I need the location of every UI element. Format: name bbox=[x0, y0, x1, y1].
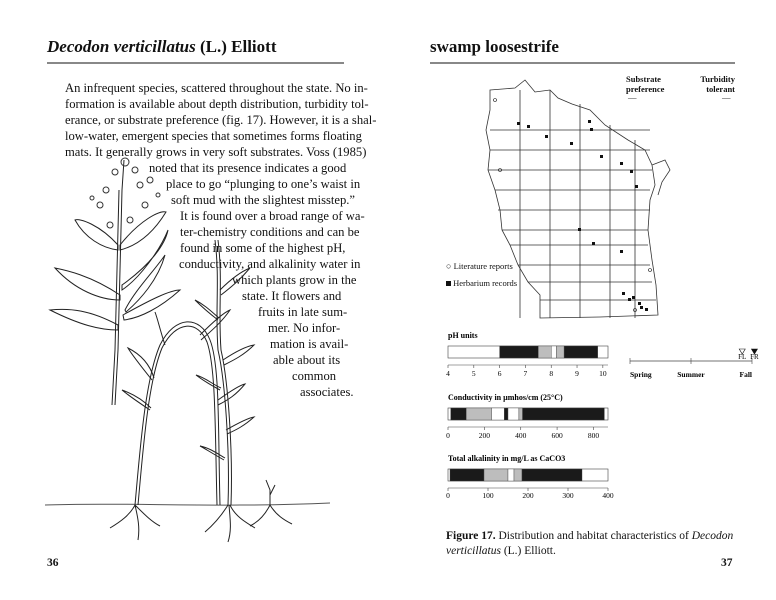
caption-label: Figure 17. bbox=[446, 530, 496, 542]
body-line: mer. No infor- bbox=[268, 321, 341, 335]
chart-bar-segment bbox=[556, 346, 564, 358]
chart-title: Conductivity in µmhos/cm (25°C) bbox=[448, 393, 563, 402]
chart-bar-segment bbox=[522, 469, 582, 481]
body-line: low-water, emergent species that sometimes forms floating bbox=[65, 129, 362, 143]
body-line: common bbox=[292, 369, 337, 383]
title-species: Decodon verticillatus bbox=[47, 37, 196, 56]
legend-literature-label: Literature reports bbox=[453, 261, 513, 271]
timeline-label: Summer bbox=[677, 370, 705, 379]
body-line: mats. It generally grows in very soft substrates. Voss (1985) bbox=[65, 145, 367, 159]
timeline-label: Fall bbox=[739, 370, 752, 379]
body-line: which plants grow in the bbox=[232, 273, 357, 287]
chart-bar-segment bbox=[484, 469, 508, 481]
wisconsin-distribution-map bbox=[480, 70, 680, 335]
body-line: soft mud with the slightest misstep.” bbox=[171, 193, 355, 207]
body-line: conductivity, and alkalinity water in bbox=[179, 257, 361, 271]
turbidity-header: Turbidity tolerant bbox=[700, 74, 735, 94]
chart-bar-segment bbox=[451, 408, 466, 420]
chart-tick-label: 7 bbox=[523, 369, 528, 378]
chart-tick-label: 400 bbox=[602, 491, 614, 500]
chart-bar-segment bbox=[519, 408, 523, 420]
chart-tick-label: 800 bbox=[587, 431, 600, 440]
left-page-number: 36 bbox=[47, 557, 59, 569]
caption-tail: (L.) Elliott. bbox=[503, 545, 556, 557]
body-line: fruits in late sum- bbox=[258, 305, 348, 319]
chart-tick-label: 200 bbox=[522, 491, 534, 500]
body-line: ter-chemistry conditions and can be bbox=[180, 225, 360, 239]
chart-tick-label: 10 bbox=[599, 369, 607, 378]
right-title-rule bbox=[430, 62, 735, 64]
legend-herbarium-label: Herbarium records bbox=[453, 278, 518, 288]
left-title-rule bbox=[47, 62, 344, 64]
body-line: able about its bbox=[273, 353, 341, 367]
body-line: state. It flowers and bbox=[242, 289, 342, 303]
substrate-value: — bbox=[628, 92, 637, 102]
chart-bar-segment bbox=[450, 469, 484, 481]
chart-bar-segment bbox=[551, 346, 556, 358]
chart-bar-segment bbox=[564, 346, 598, 358]
habitat-charts bbox=[440, 328, 770, 528]
chart-title: pH units bbox=[448, 331, 478, 340]
chart-tick-label: 6 bbox=[497, 369, 502, 378]
body-line: erance, or substrate preference (fig. 17). However, it is a shal- bbox=[65, 113, 377, 127]
chart-tick-label: 8 bbox=[549, 369, 554, 378]
legend-herbarium bbox=[446, 278, 517, 288]
title-author: (L.) Elliott bbox=[199, 37, 277, 56]
body-line: noted that its presence indicates a good bbox=[149, 161, 347, 175]
chart-bar-segment bbox=[508, 469, 514, 481]
caption-species: Decodon verticillatus bbox=[446, 530, 734, 557]
chart-title: Total alkalinity in mg/L as CaCO3 bbox=[448, 454, 566, 463]
chart-tick-label: 400 bbox=[515, 431, 527, 440]
timeline-marker-label: FR bbox=[750, 353, 759, 361]
body-line: It is found over a broad range of wa- bbox=[180, 209, 365, 223]
turbidity-value: — bbox=[722, 92, 731, 102]
chart-bar-segment bbox=[538, 346, 551, 358]
legend-literature: ○ Literature reports bbox=[446, 261, 513, 271]
chart-tick-label: 100 bbox=[482, 491, 494, 500]
body-line: mation is avail- bbox=[270, 337, 349, 351]
body-line: place to go “plunging to one’s waist in bbox=[166, 177, 361, 191]
chart-tick-label: 4 bbox=[446, 369, 450, 378]
figure-caption bbox=[446, 529, 746, 559]
body-line: An infrequent species, scattered throughout the state. No in- bbox=[65, 81, 368, 95]
chart-bar-segment bbox=[500, 346, 539, 358]
chart-tick-label: 300 bbox=[562, 491, 574, 500]
chart-bar-segment bbox=[508, 408, 519, 420]
substrate-header: Substrate preference bbox=[626, 74, 665, 94]
chart-bar-segment bbox=[466, 408, 491, 420]
chart-tick-label: 5 bbox=[471, 369, 476, 378]
body-line: associates. bbox=[300, 385, 354, 399]
chart-tick-label: 600 bbox=[551, 431, 563, 440]
chart-bar-segment bbox=[523, 408, 605, 420]
right-page-title: swamp loosestrife bbox=[430, 37, 559, 56]
chart-bar-segment bbox=[514, 469, 522, 481]
timeline-marker-label: FL bbox=[738, 353, 747, 361]
body-line: found in some of the highest pH, bbox=[180, 241, 346, 255]
left-page-title bbox=[47, 37, 276, 57]
chart-tick-label: 0 bbox=[446, 491, 450, 500]
chart-tick-label: 9 bbox=[575, 369, 579, 378]
chart-tick-label: 0 bbox=[446, 431, 450, 440]
timeline-label: Spring bbox=[630, 370, 652, 379]
right-page-number: 37 bbox=[721, 557, 733, 569]
caption-text: Distribution and habitat characteristics of bbox=[498, 530, 689, 542]
chart-bar-segment bbox=[504, 408, 508, 420]
plant-illustration bbox=[40, 150, 340, 550]
body-line: formation is available about depth distribution, turbidity tol- bbox=[65, 97, 369, 111]
chart-bar-segment bbox=[492, 408, 505, 420]
chart-tick-label: 200 bbox=[478, 431, 490, 440]
